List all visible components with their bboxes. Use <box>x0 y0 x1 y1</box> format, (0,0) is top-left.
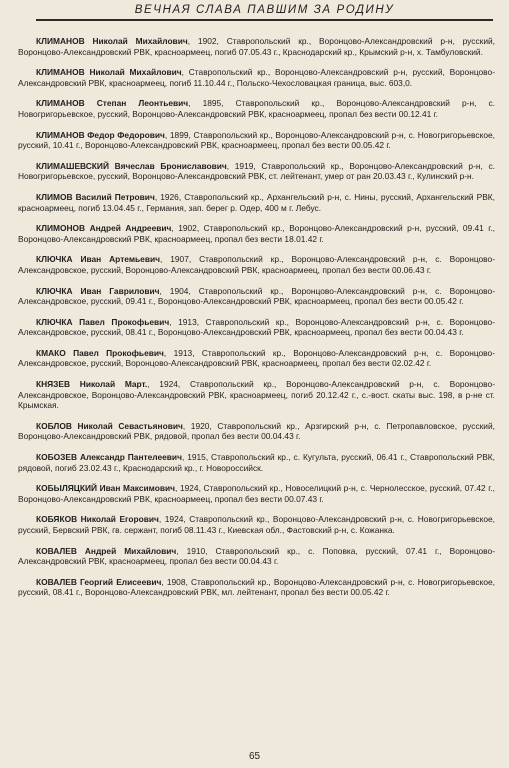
entry-details: , 1915, Ставропольский кр., с. Кугульта, русский, 06.41 г., Ставропольский РВК, рядовой, погиб 23.02.43 г., Краснодарский кр., г. Новороссийск. <box>18 452 496 473</box>
entry-name: КМАКО Павел Прокофьевич <box>36 347 164 358</box>
list-item <box>18 98 495 119</box>
entry-name: КЛИМАНОВ Степан Леонтьевич <box>36 98 189 109</box>
entry-details: , 1910, Ставропольский кр., с. Поповка, русский, 07.41 г., Воронцово-Александровский РВК, красноармеец, пропал без вести 00.04.43 г. <box>18 545 495 567</box>
entry-name: КЛИМАШЕВСКИЙ Вячеслав Брониславович <box>36 160 227 171</box>
entry-name: КЛЮЧКА Иван Артемьевич <box>36 254 160 265</box>
entry-details: , 1926, Ставропольский кр., Архангельский р-н, с. Нины, русский, Архангельский РВК, красноармеец, погиб 13.04.45 г., Германия, зап. берег р. Одер, 400 м г. Лебус. <box>18 191 496 213</box>
list-item <box>18 577 495 598</box>
entry-name: КОБЯКОВ Николай Егорович <box>36 514 159 525</box>
list-item <box>18 286 495 307</box>
entry-details: , 1924, Ставропольский кр., Воронцово-Александровский р-н, с. Новогригорьевское, русский, Бервский РВК, гв. сержант, погиб 08.11.43 г., Киевская обл., Фастовский р-н, с. Кожанка. <box>18 514 495 535</box>
entry-name: КНЯЗЕВ Николай Март. <box>36 379 148 390</box>
list-item <box>18 67 495 88</box>
entry-details: , 1907, Ставропольский кр., Воронцово-Александровский р-н, с. Воронцово-Александровское, русский, Воронцово-Александровский РВК, красноармеец, пропал без вести 00.06.43 г. <box>18 254 495 275</box>
entry-name: КЛИМОНОВ Андрей Андреевич <box>36 223 172 234</box>
entry-details: , 1899, Ставропольский кр., Воронцово-Александровский р-н, с. Новогригорьевское, русский, 10.41 г., Воронцово-Александровский РВК, красноармеец, пропал без вести 00.05.42 г. <box>18 129 496 151</box>
list-item <box>18 192 495 213</box>
page-header: ВЕЧНАЯ СЛАВА ПАВШИМ ЗА РОДИНУ <box>36 4 493 21</box>
list-item <box>18 348 495 369</box>
entry-list <box>18 36 495 608</box>
entry-name: КОВАЛЕВ Георгий Елисеевич <box>36 576 162 587</box>
list-item <box>18 379 495 411</box>
list-item <box>18 421 495 442</box>
list-item <box>18 514 495 535</box>
entry-name: КЛЮЧКА Павел Прокофьевич <box>36 316 170 327</box>
entry-name: КЛИМАНОВ Федор Федорович <box>36 129 165 140</box>
entry-name: КЛИМАНОВ Николай Михайлович <box>36 67 182 78</box>
entry-details: , 1902, Ставропольский кр., Воронцово-Александровский р-н, русский, 09.41 г., Воронцово-Александровский РВК, красноармеец, пропал без вести 18.01.42 г. <box>18 223 495 244</box>
entry-details: , 1919, Ставропольский кр., Воронцово-Александровский р-н, с. Новогригорьевское, русский, Воронцово-Александровский РВК, ст. лейтенант, умер от ран 20.03.43 г., Кулинский р-н. <box>18 160 495 182</box>
entry-details: , 1924, Ставропольский кр., Новоселицкий р-н, с. Чернолесское, русский, 07.42 г., Воронцово-Александровский РВК, красноармеец, пропал без вести 00.07.43 г. <box>18 483 495 504</box>
entry-details: , 1924, Ставропольский кр., Воронцово-Александровский р-н, с. Воронцово-Александровское, Воронцово-Александровский РВК, красноармеец, погиб 20.12.42 г., с.-вост. скаты выс. 198, в р-не ст. Крымская. <box>18 379 495 411</box>
entry-details: , 1913, Ставропольский кр., Воронцово-Александровский р-н, с. Воронцово-Александровское, русский, 08.41 г., Воронцово-Александровский РВК, красноармеец, пропал без вести 00.04.43 г. <box>18 316 495 338</box>
entry-details: , 1913, Ставропольский кр., Воронцово-Александровский р-н, с. Воронцово-Александровское, русский, Воронцово-Александровский РВК, красноармеец, пропал без вести 02.02.42 г. <box>18 347 495 369</box>
entry-name: КОБЫЛЯЦКИЙ Иван Максимович <box>36 483 175 494</box>
list-item <box>18 36 495 57</box>
entry-name: КОБЛОВ Николай Севастьянович <box>36 420 183 431</box>
entry-details: , Ставропольский кр., Воронцово-Александровский р-н, русский, Воронцово-Александровский РВК, красноармеец, погиб 11.10.44 г., Польско-Чехословацкая граница, выс. 603,0. <box>18 67 495 88</box>
entry-details: , 1902, Ставропольский кр., Воронцово-Александровский р-н, русский, Воронцово-Александровский РВК, красноармеец, погиб 07.05.43 г., Краснодарский кр., Крымский р-н, х. Тамбуловский. <box>18 36 496 57</box>
entry-details: , 1895, Ставропольский кр., Воронцово-Александровский р-н, с. Новогригорьевское, русский, Воронцово-Александровский РВК, красноармеец, пропал без вести 00.12.41 г. <box>18 98 495 119</box>
list-item <box>18 254 495 275</box>
entry-name: КЛИМОВ Василий Петрович <box>36 191 155 202</box>
entry-details: , 1904, Ставропольский кр., Воронцово-Александровский р-н, с. Воронцово-Александровское, русский, 09.41 г., Воронцово-Александровский РВК, красноармеец, пропал без вести 00.05.42 г. <box>18 285 495 307</box>
list-item <box>18 546 495 567</box>
list-item <box>18 483 495 504</box>
entry-name: КОБОЗЕВ Александр Пантелеевич <box>36 452 182 463</box>
list-item <box>18 452 495 473</box>
entry-name: КЛЮЧКА Иван Гаврилович <box>36 285 160 296</box>
entry-name: КОВАЛЕВ Андрей Михайлович <box>36 545 177 556</box>
entry-name: КЛИМАНОВ Николай Михайлович <box>36 36 188 46</box>
entry-details: , 1908, Ставропольский кр., Воронцово-Александровский р-н, с. Новогригорьевское, русский, 08.41 г., Воронцово-Александровский РВК, мл. лейтенант, пропал без вести 00.05.42 г. <box>18 576 495 598</box>
entry-details: , 1920, Ставропольский кр., Арзгирский р-н, с. Петропавловское, русский, Воронцово-Александровский РВК, рядовой, пропал без вести 00.04.43 г. <box>18 420 495 442</box>
list-item <box>18 223 495 244</box>
list-item <box>18 161 495 182</box>
list-item <box>18 130 495 151</box>
list-item <box>18 317 495 338</box>
page-number: 65 <box>248 751 261 762</box>
